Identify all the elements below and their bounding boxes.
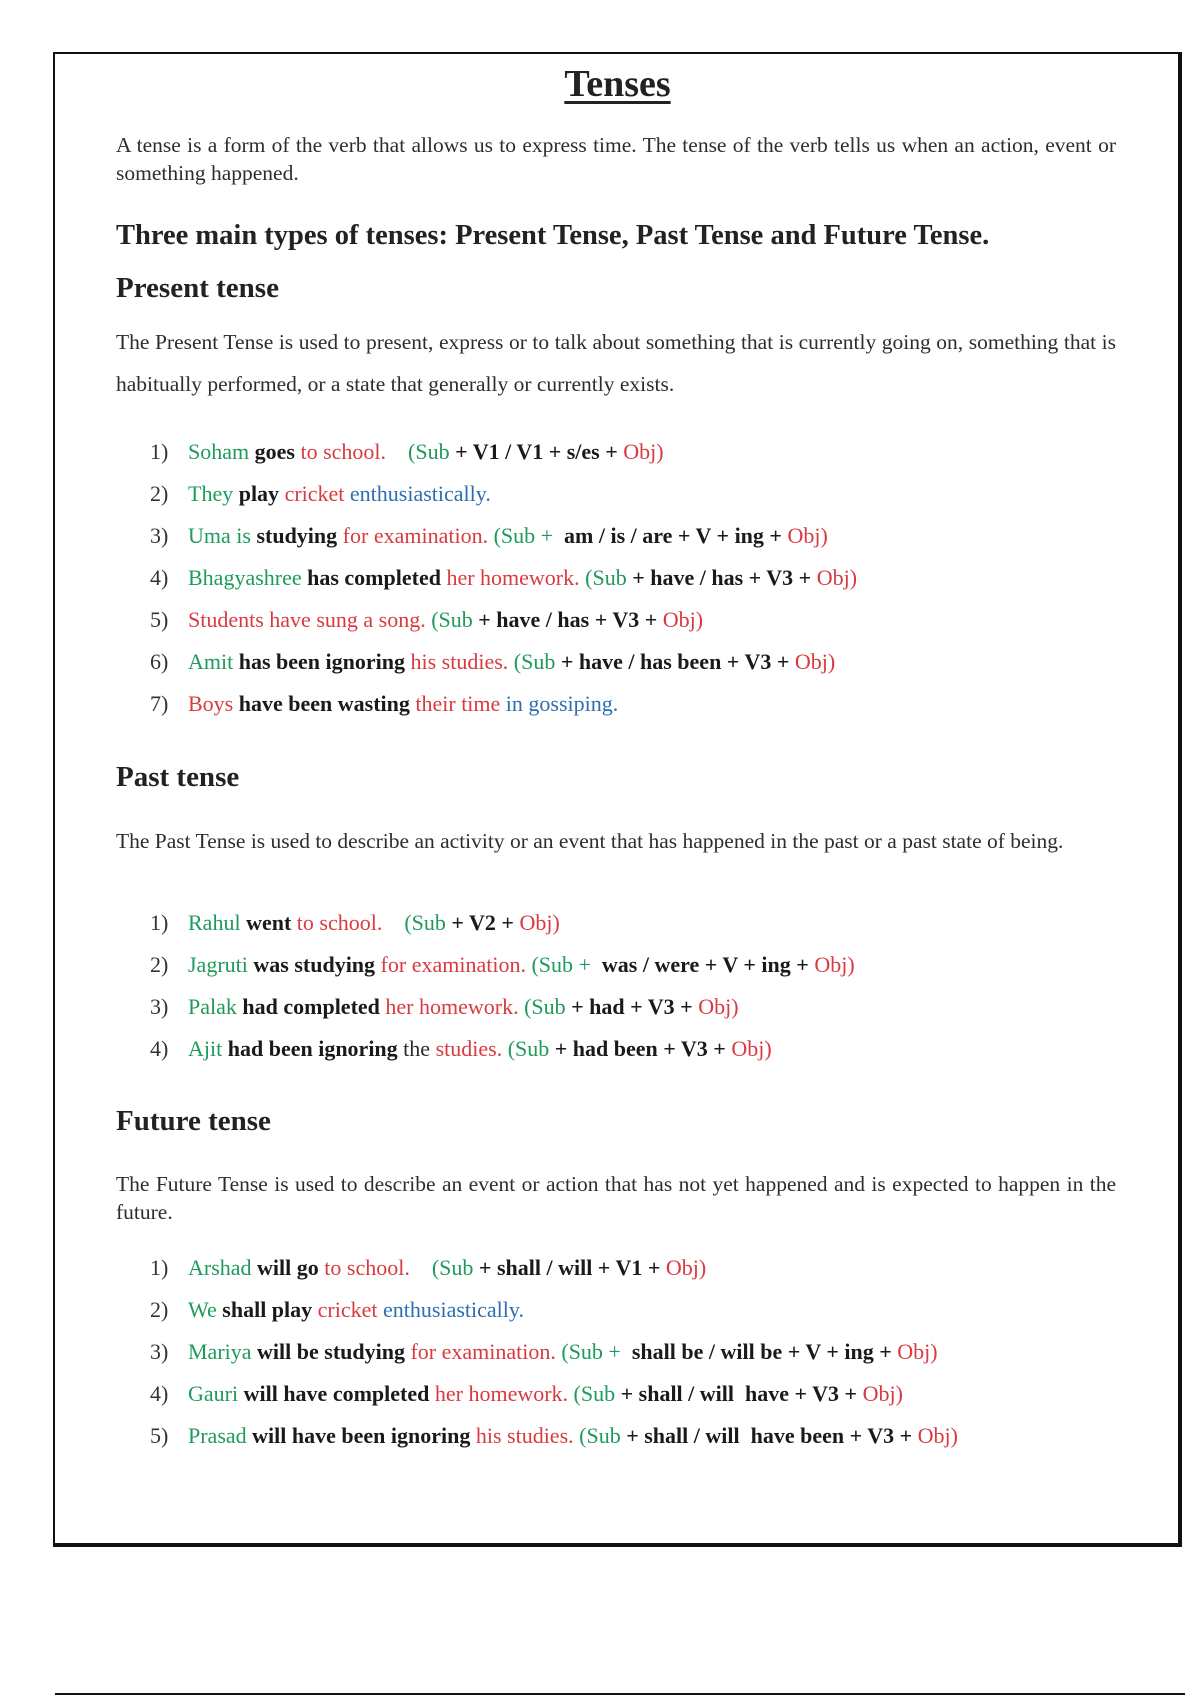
item-number: 2) [150, 952, 169, 977]
sentence-segment: Obj) [811, 565, 858, 590]
sentence-segment: in gossiping. [500, 691, 619, 716]
sentence-segment: has completed [301, 565, 441, 590]
item-number: 4) [150, 1381, 169, 1406]
present-description: The Present Tense is used to present, express or to talk about something that is currently going on, something that is habitually performed, or a state that generally or currently exists. [116, 330, 1116, 396]
sentence-segment: for examination. [337, 523, 489, 548]
sentence-segment: They [188, 481, 234, 506]
sentence-segment: her homework. [379, 994, 519, 1019]
sentence-segment: Rahul [188, 910, 241, 935]
example-item [150, 515, 857, 557]
sentence-segment: (Sub [579, 565, 627, 590]
sentence-segment: (Sub + [555, 1339, 621, 1364]
sentence-segment: will have completed [238, 1381, 430, 1406]
sentence-segment: was studying [247, 952, 376, 977]
sentence-segment: his studies. [470, 1423, 574, 1448]
page-title: Tenses [564, 63, 671, 105]
sentence-segment: to school. [318, 1255, 410, 1280]
present-heading: Present tense [116, 272, 279, 304]
sentence-segment: to school. [294, 439, 387, 464]
sentence-segment: (Sub [386, 439, 450, 464]
sentence-segment: + shall / will have been + V3 + [620, 1423, 913, 1448]
sentence-segment: had completed [236, 994, 380, 1019]
example-item [150, 1247, 958, 1289]
sentence-segment: for examination. [375, 952, 526, 977]
sentence-segment: shall play [216, 1297, 313, 1322]
sentence-segment: studying [250, 523, 338, 548]
sentence-segment: + V1 / V1 + s/es + [449, 439, 618, 464]
sentence-segment: will be studying [251, 1339, 405, 1364]
sentence-segment: had been ignoring [222, 1036, 398, 1061]
item-number: 3) [150, 994, 169, 1019]
example-item [150, 1331, 958, 1373]
sentence-segment: We [188, 1297, 217, 1322]
item-number: 3) [150, 523, 169, 548]
sentence-segment: + shall / will + V1 + [473, 1255, 661, 1280]
sentence-segment: for examination. [404, 1339, 556, 1364]
sentence-segment: went [240, 910, 292, 935]
sentence-segment: Obj) [657, 607, 704, 632]
sentence-segment: her homework. [429, 1381, 569, 1406]
sentence-segment: shall be / will be + V + ing + [620, 1339, 892, 1364]
sentence-segment: (Sub [502, 1036, 550, 1061]
sentence-segment: (Sub + [488, 523, 554, 548]
sentence-segment: Bhagyashree [188, 565, 302, 590]
future-heading: Future tense [116, 1105, 271, 1137]
sentence-segment: their time [409, 691, 501, 716]
sentence-segment: enthusiastically. [377, 1297, 524, 1322]
sentence-segment: Obj) [857, 1381, 903, 1406]
sentence-segment: Soham [188, 439, 250, 464]
item-number: 2) [150, 481, 169, 506]
present-examples [150, 431, 857, 725]
sentence-segment: + had been + V3 + [549, 1036, 726, 1061]
sentence-segment: (Sub [518, 994, 566, 1019]
sentence-segment: goes [249, 439, 295, 464]
sentence-segment: Obj) [808, 952, 855, 977]
past-heading: Past tense [116, 761, 240, 793]
example-item [150, 557, 857, 599]
item-number: 6) [150, 649, 169, 674]
main-heading: Three main types of tenses: Present Tense, Past Tense and Future Tense. [116, 220, 990, 251]
sentence-segment: Obj) [660, 1255, 707, 1280]
sentence-segment: Obj) [617, 439, 664, 464]
sentence-segment: Uma is [188, 523, 251, 548]
item-number: 3) [150, 1339, 169, 1364]
sentence-segment: Ajit [188, 1036, 223, 1061]
example-item [150, 1415, 958, 1457]
sentence-segment: Obj) [789, 649, 836, 674]
sentence-segment: studies. [430, 1036, 503, 1061]
sentence-segment: enthusiastically. [344, 481, 491, 506]
sentence-segment: Palak [188, 994, 237, 1019]
sentence-segment: has been ignoring [233, 649, 405, 674]
sentence-segment: Obj) [912, 1423, 958, 1448]
sentence-segment: to school. [291, 910, 383, 935]
sentence-segment: (Sub [568, 1381, 616, 1406]
sentence-segment: (Sub [573, 1423, 621, 1448]
sentence-segment: will have been ignoring [246, 1423, 471, 1448]
sentence-segment: + have / has + V3 + [626, 565, 812, 590]
sentence-segment: will go [251, 1255, 319, 1280]
sentence-segment: his studies. [405, 649, 509, 674]
example-item [150, 944, 855, 986]
sentence-segment: (Sub [508, 649, 556, 674]
item-number: 1) [150, 439, 169, 464]
sentence-segment: + shall / will have + V3 + [615, 1381, 858, 1406]
sentence-segment: (Sub + [525, 952, 591, 977]
sentence-segment: Amit [188, 649, 234, 674]
example-item [150, 473, 857, 515]
sentence-segment: was / were + V + ing + [590, 952, 809, 977]
sentence-segment: Prasad [188, 1423, 247, 1448]
sentence-segment: have been wasting [233, 691, 410, 716]
sentence-segment: + V2 + [445, 910, 514, 935]
example-item [150, 1373, 958, 1415]
sentence-segment: Obj) [692, 994, 739, 1019]
sentence-segment: Gauri [188, 1381, 239, 1406]
future-examples [150, 1247, 958, 1457]
item-number: 4) [150, 565, 169, 590]
sentence-segment: Students have sung a song. [188, 607, 426, 632]
sentence-segment: the [397, 1036, 431, 1061]
item-number: 5) [150, 607, 169, 632]
example-item [150, 683, 857, 725]
sentence-segment: Obj) [781, 523, 828, 548]
sentence-segment: (Sub [409, 1255, 474, 1280]
example-item [150, 902, 855, 944]
sentence-segment: cricket [279, 481, 345, 506]
item-number: 1) [150, 1255, 169, 1280]
sentence-segment: Boys [188, 691, 234, 716]
sentence-segment: her homework. [440, 565, 580, 590]
past-description: The Past Tense is used to describe an activity or an event that has happened in the past or a past state of being. [116, 829, 1064, 853]
sentence-segment: Obj) [891, 1339, 938, 1364]
example-item [150, 431, 857, 473]
example-item [150, 986, 855, 1028]
sentence-segment: + have / has been + V3 + [555, 649, 790, 674]
sentence-segment: (Sub [425, 607, 473, 632]
sentence-segment: Obj) [513, 910, 560, 935]
item-number: 7) [150, 691, 169, 716]
sentence-segment: Mariya [188, 1339, 252, 1364]
item-number: 1) [150, 910, 169, 935]
example-item [150, 641, 857, 683]
item-number: 5) [150, 1423, 169, 1448]
example-item [150, 599, 857, 641]
item-number: 4) [150, 1036, 169, 1061]
sentence-segment: + had + V3 + [565, 994, 693, 1019]
sentence-segment: Jagruti [188, 952, 248, 977]
item-number: 2) [150, 1297, 169, 1322]
sentence-segment: + have / has + V3 + [472, 607, 658, 632]
sentence-segment: cricket [312, 1297, 378, 1322]
sentence-segment: Arshad [188, 1255, 252, 1280]
sentence-segment: play [233, 481, 280, 506]
example-item [150, 1028, 855, 1070]
intro-paragraph: A tense is a form of the verb that allows us to express time. The tense of the verb tells us when an action, event or something happened. [116, 133, 1116, 185]
sentence-segment: am / is / are + V + ing + [553, 523, 782, 548]
footer-rule [55, 1693, 1185, 1695]
sentence-segment: Obj) [725, 1036, 772, 1061]
example-item [150, 1289, 958, 1331]
past-examples [150, 902, 855, 1070]
sentence-segment: (Sub [382, 910, 446, 935]
future-description: The Future Tense is used to describe an event or action that has not yet happened and is expected to happen in the future. [116, 1172, 1116, 1224]
